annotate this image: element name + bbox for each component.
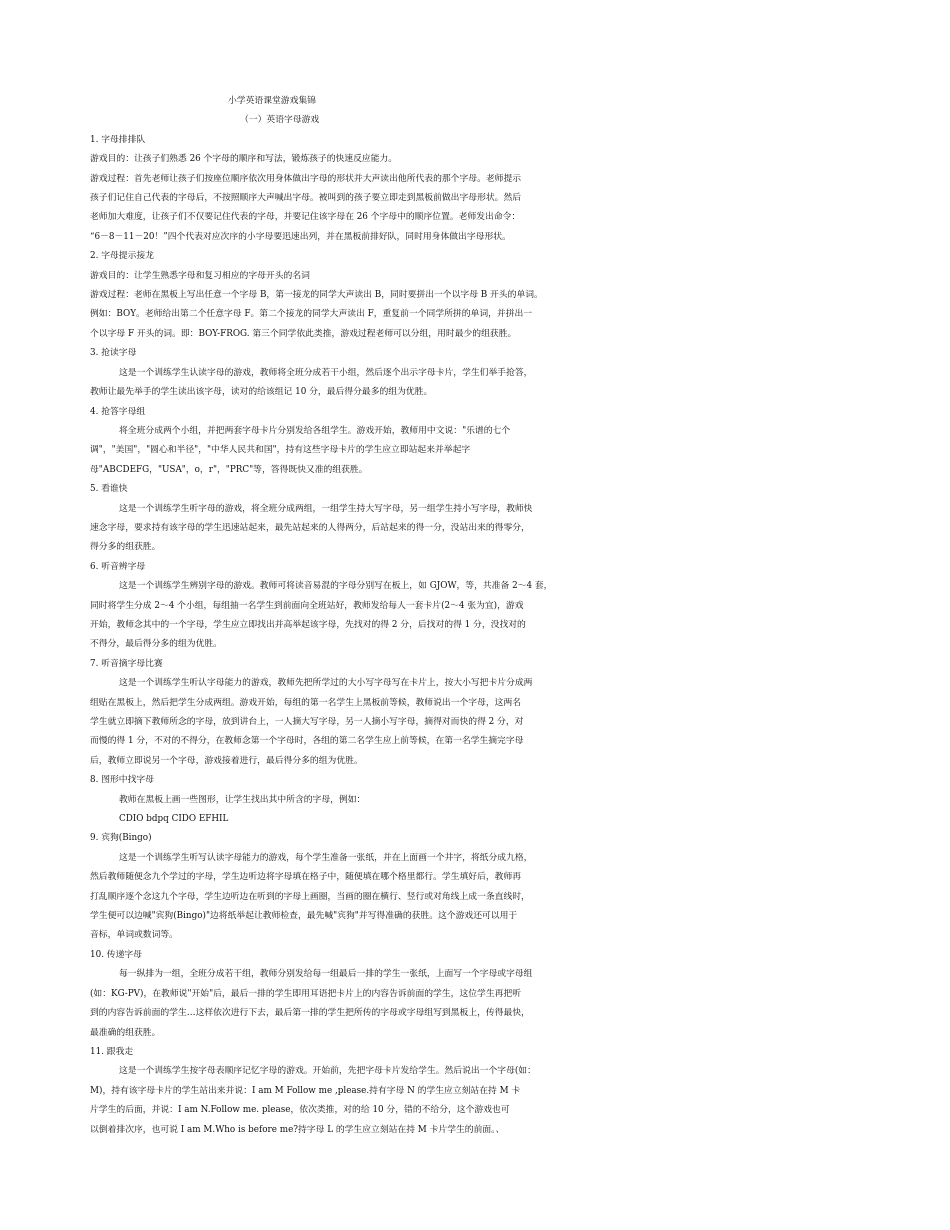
paragraph-line: 后，教师立即说另一个字母，游戏接着进行，最后得分多的组为优胜。 (90, 755, 363, 766)
paragraph-line: 最准确的组获胜。 (90, 1027, 161, 1038)
paragraph-line: 将全班分成两个小组，并把两套字母卡片分别发给各组学生。游戏开始，教师用中文说："乐谱的七个 (119, 425, 511, 436)
section-heading: 1. 字母排排队 (90, 134, 146, 145)
section-heading: 4. 抢答字母组 (90, 406, 146, 417)
paragraph-line: 这是一个训练学生听写认读字母能力的游戏，每个学生准备一张纸，并在上面画一个井字，将纸分成九格， (119, 852, 533, 863)
paragraph-line: 音标，单词或数词等。 (90, 930, 178, 941)
paragraph-line: M)，持有该字母卡片的学生站出来并说：I am M Follow me ,please.持有字母 N 的学生应立刻站在持 M 卡 (90, 1085, 521, 1096)
paragraph-line: 开始，教师念其中的一个字母，学生应立即找出并高举起该字母，先找对的得 2 分，后找对的得 1 分，没找对的 (90, 619, 526, 630)
paragraph-line: 调"，"美国"，"圆心和半径"，"中华人民共和国"，持有这些字母卡片的学生应立即站起来并举起字 (90, 445, 471, 456)
paragraph-line: 这是一个训练学生听字母的游戏，将全班分成两组，一组学生持大写字母，另一组学生持小写字母，教师快 (119, 503, 533, 514)
paragraph-line: 孩子们记住自己代表的字母后，不按照顺序大声喊出字母。被叫到的孩子要立即走到黑板前做出字母形状。然后 (90, 193, 522, 204)
paragraph-line: 得分多的组获胜。 (90, 542, 161, 553)
paragraph-line: 到的内容告诉前面的学生…这样依次进行下去，最后第一排的学生把所传的字母或字母组写到黑板上，传得最快， (90, 1008, 530, 1019)
paragraph-line: 这是一个训练学生辨别字母的游戏。教师可将读音易混的字母分别写在板上，如 GJOW，等，共准备 2～4 套， (119, 581, 553, 592)
paragraph-line: 学生就立即摘下教师所念的字母，放到讲台上，一人摘大写字母，另一人摘小写字母，摘得对而快的得 2 分，对 (90, 717, 524, 727)
paragraph-line: 这是一个训练学生认读字母的游戏，教师将全班分成若干小组，然后逐个出示字母卡片，学生们举手抢答， (119, 367, 533, 378)
paragraph-line: 教师让最先举手的学生读出该字母，读对的给该组记 10 分，最后得分最多的组为优胜。 (90, 387, 433, 398)
paragraph-line: 这是一个训练学生按字母表顺序记忆字母的游戏。开始前，先把字母卡片发给学生。然后说出一个字母(如： (119, 1066, 536, 1077)
paragraph-line: 游戏过程：老师在黑板上写出任意一个字母 B，第一接龙的同学大声读出 B，同时要拼出一个以字母 B 开头的单词。 (90, 290, 543, 301)
section-heading: 10. 传递字母 (90, 949, 142, 960)
paragraph-line: 这是一个训练学生听认字母能力的游戏，教师先把所学过的大小写字母写在卡片上，按大小写把卡片分成两 (119, 678, 533, 689)
section-heading: 8. 图形中找字母 (90, 775, 154, 786)
section-heading: 2. 字母提示接龙 (90, 251, 154, 262)
paragraph-line: 母"ABCDEFG，"USA"，o，r"，"PRC"等，答得既快又准的组获胜。 (90, 464, 368, 475)
paragraph-line: 游戏目的：让孩子们熟悉 26 个字母的顺序和写法，锻炼孩子的快速反应能力。 (90, 154, 398, 165)
paragraph-line: (如：KG-PV)，在教师说"开始"后，最后一排的学生即用耳语把卡片上的内容告诉前面的学生，这位学生再把听 (90, 988, 522, 999)
paragraph-line: 组贴在黑板上，然后把学生分成两组。游戏开始，每组的第一名学生上黑板前等候，教师说出一个字母，这两名 (90, 697, 522, 708)
paragraph-line: 而慢的得 1 分，不对的不得分，在教师念第一个字母时，各组的第二名学生应上前等候，在第一名学生摘完字母 (90, 736, 524, 747)
paragraph-line: 然后教师随便念九个学过的字母，学生边听边将字母填在格子中，随便填在哪个格里都行。学生填好后，教师再 (90, 872, 522, 883)
paragraph-line: 老师加大难度，让孩子们不仅要记住代表的字母，并要记住该字母在 26 个字母中的顺序位置。老师发出命令： (90, 212, 521, 223)
paragraph-line: 不得分，最后得分多的组为优胜。 (90, 639, 222, 650)
document-body (90, 131, 880, 1140)
paragraph-line: 每一纵排为一组，全班分成若干组，教师分别发给每一组最后一排的学生一张纸，上面写一个字母或字母组 (119, 969, 533, 980)
section-heading: 7. 听音摘字母比赛 (90, 658, 163, 669)
section-heading: 6. 听音辨字母 (90, 561, 146, 572)
section-heading: 9. 宾狗(Bingo) (90, 833, 152, 844)
section-heading: 5. 看谁快 (90, 484, 128, 495)
paragraph-line: 片学生的后面，并说：I am N.Follow me. please，依次类推，对的给 10 分，错的不给分，这个游戏也可 (90, 1105, 510, 1116)
paragraph-line: 打乱顺序逐个念这九个字母，学生边听边在听到的字母上画圈，当画的圈在横行、竖行或对角线上成一条直线时， (90, 891, 530, 902)
paragraph-line: 学生便可以边喊"宾狗(Bingo)"边将纸举起让教师检查，最先喊"宾狗"并写得准确的获胜。这个游戏还可以用于 (90, 911, 518, 922)
section-heading: 3. 抢读字母 (90, 348, 137, 359)
paragraph-line: 个以字母 F 开头的词。即：BOY-FROG. 第三个同学依此类推，游戏过程老师可以分组，用时最少的组获胜。 (90, 328, 517, 339)
paragraph-line: 以倒着排次序，也可说 I am M.Who is before me?持字母 L 的学生应立刻站在持 M 卡片学生的前面。、 (90, 1124, 505, 1135)
paragraph-line: CDIO bdpq CIDO EFHIL (119, 814, 229, 825)
paragraph-line: 同时将学生分成 2～4 个小组，每组抽一名学生到前面向全班站好，教师发给每人一套卡片(2～4 张为宜)，游戏 (90, 600, 524, 611)
document-title: 小学英语课堂游戏集锦 (228, 96, 316, 106)
document-subtitle: （一）英语字母游戏 (240, 115, 320, 126)
paragraph-line: “6－8－11－20！”四个代表对应次序的小字母要迅速出列，并在黑板前排好队，同时用身体做出字母形状。 (90, 231, 511, 242)
paragraph-line: 教师在黑板上画一些图形，让学生找出其中所含的字母，例如： (119, 794, 366, 805)
section-heading: 11. 跟我走 (90, 1046, 134, 1057)
document-page (90, 92, 880, 1140)
paragraph-line: 游戏目的：让学生熟悉字母和复习相应的字母开头的名词 (90, 270, 310, 281)
paragraph-line: 速念字母，要求持有该字母的学生迅速站起来，最先站起来的人得两分，后站起来的得一分，没站出来的得零分， (90, 522, 530, 533)
paragraph-line: 游戏过程：首先老师让孩子们按座位顺序依次用身体做出字母的形状并大声读出他所代表的那个字母。老师提示 (90, 173, 522, 184)
paragraph-line: 例如：BOY。老师给出第二个任意字母 F。第二个接龙的同学大声读出 F，重复前一个同学所拼的单词，并拼出一 (90, 309, 533, 320)
